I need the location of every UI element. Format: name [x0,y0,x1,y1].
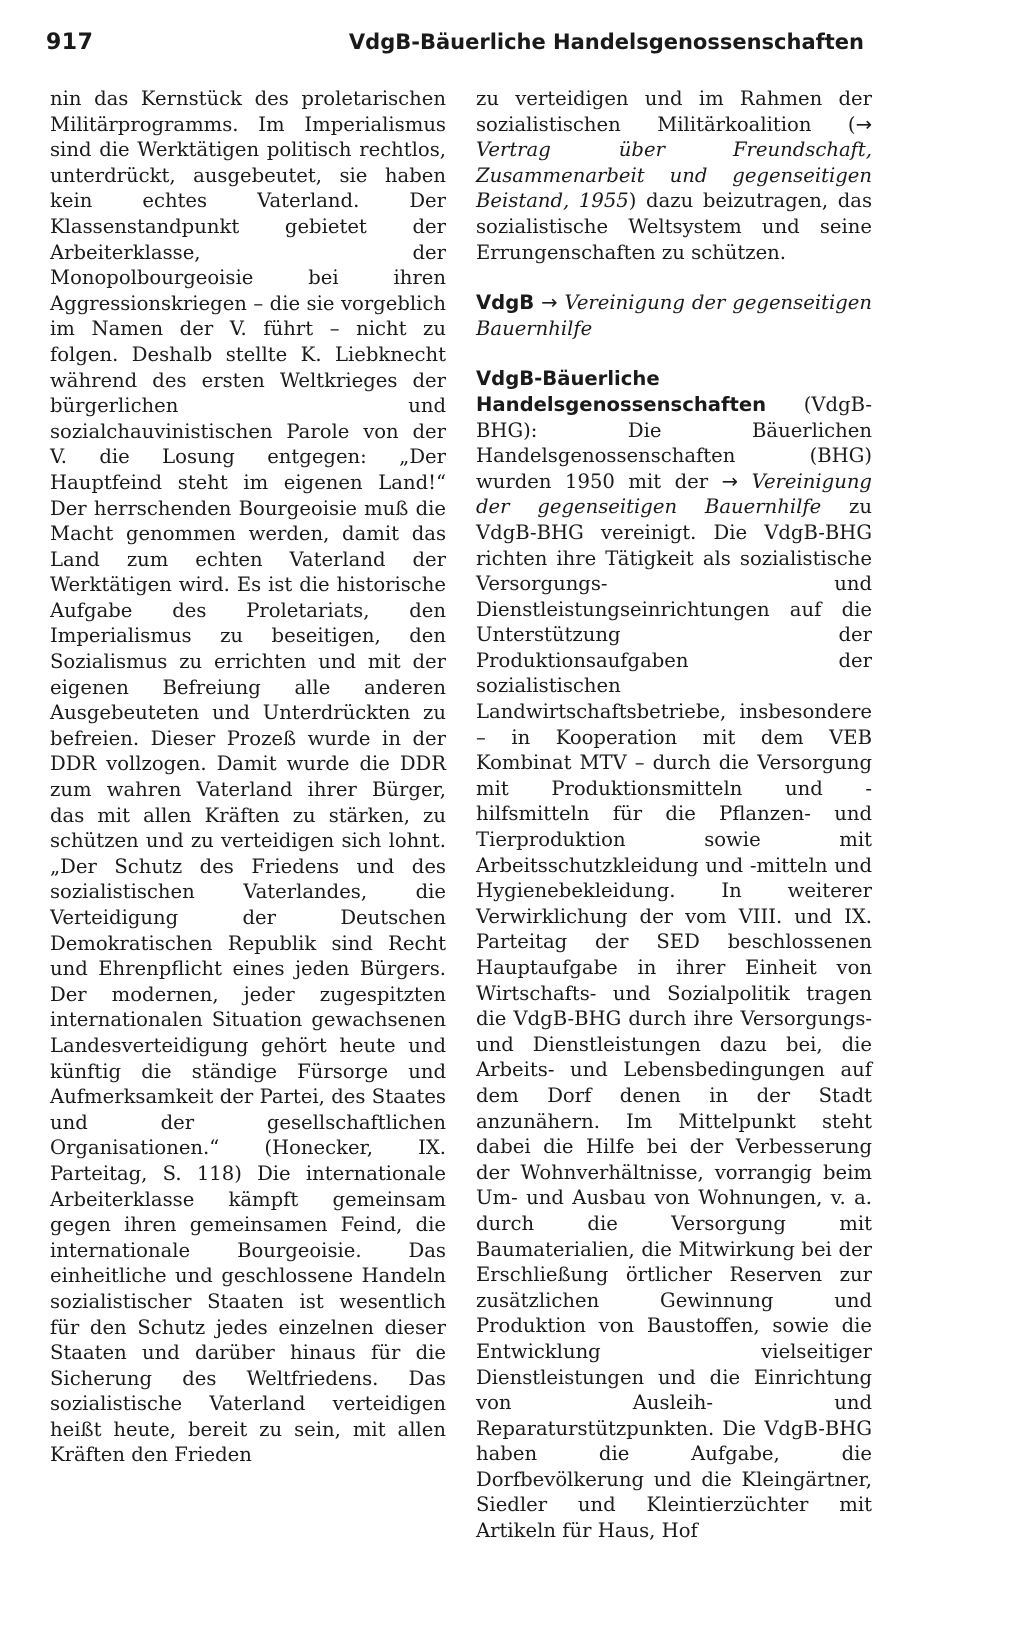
left-column-text: nin das Kernstück des proletarischen Militärprogramms. Im Imperialismus sind die Werktätigen politisch rechtlos, unterdrückt, ausgebeutet, sie haben kein echtes Vaterland. Der Klassenstandpunkt gebietet der Arbeiterklasse, der Monopolbourgeoisie bei ihren Aggressionskriegen – die sie vorgeblich im Namen der V. führt – nicht zu folgen. Deshalb stellte K. Liebknecht während des ersten Weltkrieges der bürgerlichen und sozialchauvinistischen Parole von der V. die Losung entgegen: „Der Hauptfeind steht im eigenen Land!“ Der herrschenden Bourgeoisie muß die Macht genommen werden, damit das Land zum echten Vaterland der Werktätigen wird. Es ist die historische Aufgabe des Proletariats, den Imperialismus zu beseitigen, den Sozialismus zu errichten und mit der eigenen Befreiung alle anderen Ausgebeuteten und Unterdrückten zu befreien. Dieser Prozeß wurde in der DDR vollzogen. Damit wurde die DDR zum wahren Vaterland ihrer Bürger, das mit allen Kräften zu stärken, zu schützen und zu verteidigen sich lohnt. „Der Schutz des Friedens und des sozialistischen Vaterlandes, die Verteidigung der Deutschen Demokratischen Republik sind Recht und Ehrenpflicht eines jeden Bürgers. Der modernen, jeder zugespitzten internationalen Situation gewachsenen Landesverteidigung gehört heute und künftig die ständige Fürsorge und Aufmerksamkeit der Partei, des Staates und der gesellschaftlichen Organisationen.“ (Honecker, IX. Parteitag, S. 118) Die internationale Arbeiterklasse kämpft gemeinsam gegen ihren gemeinsamen Feind, die internationale Bourgeoisie. Das einheitliche und geschlossene Handeln sozialistischer Staaten ist wesentlich für den Schutz jedes einzelnen dieser Staaten und darüber hinaus für die Sicherung des Weltfriedens. Das sozialistische Vaterland verteidigen heißt heute, bereit zu sein, mit allen Kräften den Frieden [50,87,446,1467]
entry-vdgb-reference: Vereinigung der gegenseitigen Bauernhilfe [476,291,872,340]
entry-bhg-headword: VdgB-Bäuerliche Handelsgenossenschaften [476,367,767,416]
page-header [46,30,864,66]
entry-spacer [476,341,872,366]
running-head: VdgB-Bäuerliche Handelsgenossenschaften [348,30,864,54]
entry-vdgb-headword: VdgB [476,291,535,315]
cross-reference-arrow-icon: → [855,112,872,136]
entry-bhg-text-2: zu VdgB-BHG vereinigt. Die VdgB-BHG richten ihre Tätigkeit als sozialistische Versorgungs- und Dienstleistungseinrichtungen auf die Unterstützung der Produktionsaufgaben der sozialistischen Landwirtschaftsbetriebe, insbesondere – in Kooperation mit dem VEB Kombinat MTV – durch die Versorgung mit Produktionsmitteln und -hilfsmitteln für die Pflanzen- und Tierproduktion sowie mit Arbeitsschutzkleidung und -mitteln und Hygienebekleidung. In weiterer Verwirklichung der vom VIII. und IX. Parteitag der SED beschlossenen Hauptaufgabe in ihrer Einheit von Wirtschafts- und Sozialpolitik tragen die VdgB-BHG durch ihre Versorgungs- und Dienstleistungen dazu bei, die Arbeits- und Lebensbedingungen auf dem Dorf denen in der Stadt anzunähern. Im Mittelpunkt steht dabei die Hilfe bei der Verbesserung der Wohnverhältnisse, vorrangig beim Um- und Ausbau von Wohnungen, v. a. durch die Versorgung mit Baumaterialien, die Mitwirkung bei der Erschließung örtlicher Reserven zur zusätzlichen Gewinnung und Produktion von Baustoffen, sowie die Entwicklung vielseitiger Dienstleistungen und die Einrichtung von Ausleih- und Reparaturstützpunkten. Die VdgB-BHG haben die Aufgabe, die Dorfbevölkerung und die Kleingärtner, Siedler und Kleintierzüchter mit Artikeln für Haus, Hof [476,495,872,1543]
continuation-text-after: ) dazu beizutragen, das sozialistische Weltsystem und seine Errungenschaften zu schützen. [476,189,873,264]
entry-bhg-text-1: (VdgB-BHG): Die Bäuerlichen Handelsgenossenschaften (BHG) wurden 1950 mit der [476,392,872,493]
continuation-text-before: zu verteidigen und im Rahmen der sozialistischen Militärkoalition ( [476,87,872,136]
continuation-reference: Vertrag über Freundschaft, Zusammenarbeit und gegenseitigen Beistand, 1955 [476,138,872,213]
continuation-paragraph [476,86,872,265]
entry-spacer [476,265,872,290]
cross-reference-arrow-icon: → [721,469,739,493]
left-column [50,86,446,1468]
entry-bhg-reference: Vereinigung der gegenseitigen Bauernhilfe [476,469,872,519]
page-number: 917 [46,30,94,55]
cross-reference-arrow-icon: → [534,291,565,315]
right-column [476,86,872,1544]
entry-bhg [476,366,872,1543]
entry-vdgb [476,290,872,341]
